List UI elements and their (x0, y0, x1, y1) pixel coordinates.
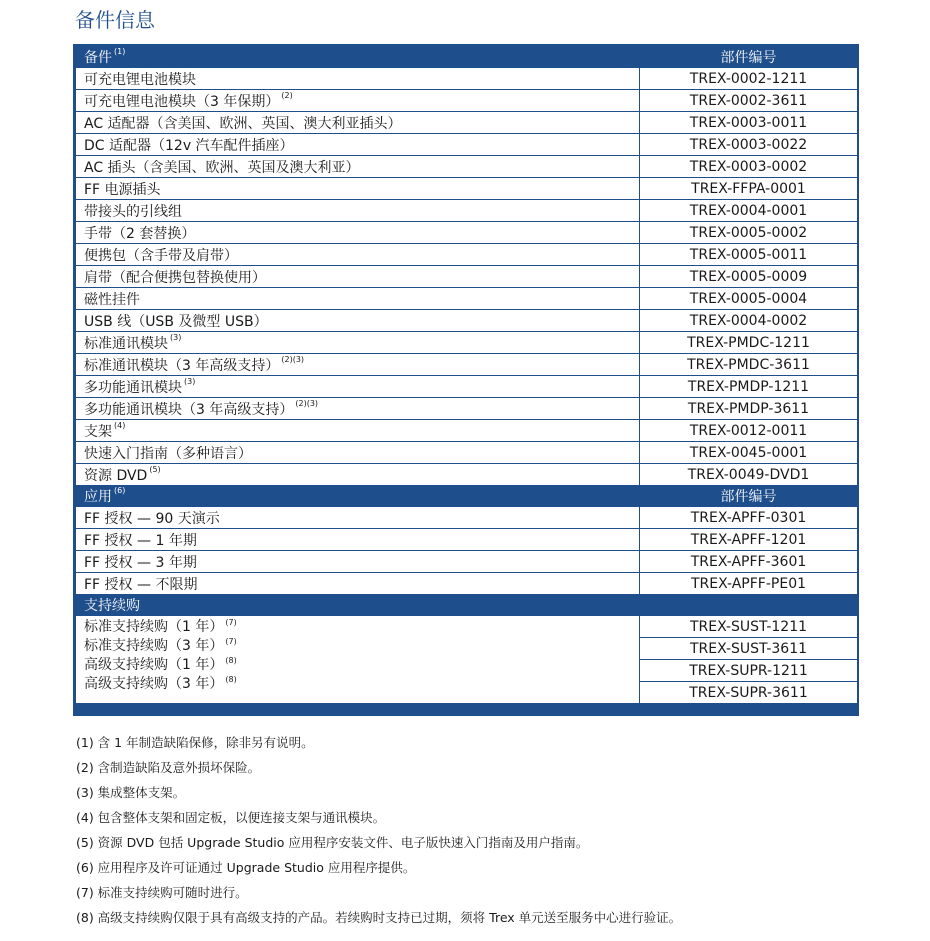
part-number: TREX-FFPA-0001 (640, 178, 858, 200)
table-row (76, 529, 858, 551)
part-number: TREX-PMDP-3611 (640, 398, 858, 420)
part-number: TREX-SUPR-3611 (640, 682, 858, 704)
item-name: 多功能通讯模块（3 年高级支持） (84, 401, 294, 418)
support-header (76, 595, 640, 616)
footnote-ref: (4) (114, 420, 126, 430)
support-header-row (76, 595, 858, 616)
table-row (76, 464, 858, 486)
footnote-ref: (7) (225, 637, 237, 646)
table-row (76, 200, 858, 222)
item-name: 可充电锂电池模块（3 年保期） (84, 93, 280, 110)
table-row (76, 68, 858, 90)
support-item (84, 675, 639, 694)
item-name: 肩带（配合便携包替换使用） (84, 269, 266, 286)
item-name-cell (76, 464, 640, 486)
applications-header-label: 应用 (84, 489, 112, 505)
item-name: 标准支持续购（1 年） (84, 619, 224, 635)
item-name-cell (76, 310, 640, 332)
item-name: DC 适配器（12v 汽车配件插座） (84, 137, 294, 154)
footnotes (76, 735, 896, 935)
part-number: TREX-0045-0001 (640, 442, 858, 464)
item-name: 可充电锂电池模块 (84, 71, 196, 88)
footnote: (6) 应用程序及许可证通过 Upgrade Studio 应用程序提供。 (76, 860, 416, 875)
item-name: 便携包（含手带及肩带） (84, 247, 238, 264)
item-name-cell (76, 112, 640, 134)
item-name-cell (76, 376, 640, 398)
table-row (76, 332, 858, 354)
support-item (84, 618, 639, 637)
table-row (76, 616, 858, 638)
applications-header (76, 486, 640, 507)
support-header-label: 支持续购 (84, 598, 140, 614)
item-name-cell (76, 398, 640, 420)
item-name: 标准通讯模块（3 年高级支持） (84, 357, 280, 374)
item-name-cell (76, 178, 640, 200)
item-name-cell (76, 442, 640, 464)
table-row (76, 507, 858, 529)
footnote-ref: (2)(3) (281, 354, 305, 364)
footnote: (2) 含制造缺陷及意外损坏保险。 (76, 760, 261, 775)
item-name-cell (76, 68, 640, 90)
footnote-ref: (3) (170, 332, 182, 342)
item-name: 磁性挂件 (84, 291, 140, 308)
table-row (76, 376, 858, 398)
footnote-ref: (1) (114, 47, 126, 56)
table-row (76, 420, 858, 442)
part-number: TREX-PMDC-1211 (640, 332, 858, 354)
footnote-ref: (6) (114, 486, 126, 495)
item-name: 手带（2 套替换） (84, 225, 196, 242)
footnote: (8) 高级支持续购仅限于具有高级支持的产品。若续购时支持已过期，须将 Trex 单元送至服务中心进行验证。 (76, 910, 682, 925)
support-part-header (640, 595, 858, 616)
table-row (76, 178, 858, 200)
item-name-cell (76, 551, 640, 573)
footnote-ref: (5) (149, 464, 161, 474)
footnote-ref: (2)(3) (295, 398, 319, 408)
footnote: (5) 资源 DVD 包括 Upgrade Studio 应用程序安装文件、电子版快速入门指南及用户指南。 (76, 835, 589, 850)
item-name-cell (76, 244, 640, 266)
page-title: 备件信息 (75, 8, 155, 32)
accessories-header-row (76, 47, 858, 68)
table-row (76, 551, 858, 573)
table-row (76, 266, 858, 288)
part-number: TREX-SUPR-1211 (640, 660, 858, 682)
footnote-ref: (7) (225, 618, 237, 627)
item-name: 高级支持续购（1 年） (84, 657, 224, 673)
footnote: (4) 包含整体支架和固定板，以便连接支架与通讯模块。 (76, 810, 386, 825)
part-number: TREX-0002-3611 (640, 90, 858, 112)
part-number: TREX-0002-1211 (640, 68, 858, 90)
item-name-cell (76, 507, 640, 529)
table-row (76, 310, 858, 332)
part-number: TREX-SUST-3611 (640, 638, 858, 660)
table-row (76, 442, 858, 464)
item-name: 支架 (84, 423, 112, 440)
part-number: TREX-0003-0002 (640, 156, 858, 178)
item-name-cell (76, 200, 640, 222)
part-number: TREX-0005-0011 (640, 244, 858, 266)
item-name: AC 适配器（含美国、欧洲、英国、澳大利亚插头） (84, 115, 402, 132)
item-name-cell (76, 420, 640, 442)
item-name: FF 授权 — 不限期 (84, 576, 198, 593)
item-name: FF 授权 — 3 年期 (84, 554, 197, 571)
item-name: 资源 DVD (84, 467, 148, 484)
table-row (76, 354, 858, 376)
item-name: FF 授权 — 1 年期 (84, 532, 197, 549)
footnote: (7) 标准支持续购可随时进行。 (76, 885, 248, 900)
table-row (76, 244, 858, 266)
item-name-cell (76, 222, 640, 244)
part-number: TREX-APFF-PE01 (640, 573, 858, 595)
part-number: TREX-APFF-1201 (640, 529, 858, 551)
part-number: TREX-PMDP-1211 (640, 376, 858, 398)
footnote-ref: (8) (225, 675, 237, 684)
part-number: TREX-APFF-3601 (640, 551, 858, 573)
table-row (76, 134, 858, 156)
footnote-ref: (2) (281, 90, 293, 100)
item-name-cell (76, 573, 640, 595)
accessories-header-label: 备件 (84, 50, 112, 66)
item-name-cell (76, 156, 640, 178)
footnote: (3) 集成整体支架。 (76, 785, 186, 800)
part-number: TREX-0003-0022 (640, 134, 858, 156)
part-number: TREX-0004-0002 (640, 310, 858, 332)
item-name: 高级支持续购（3 年） (84, 676, 224, 692)
part-number: TREX-0005-0009 (640, 266, 858, 288)
table-row (76, 222, 858, 244)
item-name: USB 线（USB 及微型 USB） (84, 313, 268, 330)
table-row (76, 573, 858, 595)
item-name: 标准支持续购（3 年） (84, 638, 224, 654)
item-name-cell (76, 266, 640, 288)
part-number: TREX-0005-0002 (640, 222, 858, 244)
part-number: TREX-PMDC-3611 (640, 354, 858, 376)
table-row (76, 288, 858, 310)
part-number: TREX-0004-0001 (640, 200, 858, 222)
item-name-cell (76, 288, 640, 310)
item-name: 多功能通讯模块 (84, 379, 182, 396)
footnote: (1) 含 1 年制造缺陷保修，除非另有说明。 (76, 735, 314, 750)
parts-table-frame (73, 44, 859, 716)
part-number: TREX-0012-0011 (640, 420, 858, 442)
footnote-ref: (8) (225, 656, 237, 665)
part-number: TREX-0049-DVD1 (640, 464, 858, 486)
table-row (76, 90, 858, 112)
table-row (76, 156, 858, 178)
item-name: 带接头的引线组 (84, 203, 182, 220)
table-row (76, 112, 858, 134)
item-name-cell (76, 354, 640, 376)
part-number: TREX-0005-0004 (640, 288, 858, 310)
applications-header-row (76, 486, 858, 507)
table-row (76, 398, 858, 420)
item-name: 标准通讯模块 (84, 335, 168, 352)
item-name-cell (76, 529, 640, 551)
footnote-ref: (3) (184, 376, 196, 386)
part-number: TREX-0003-0011 (640, 112, 858, 134)
support-item (84, 656, 639, 675)
item-name: 快速入门指南（多种语言） (84, 445, 252, 462)
parts-table (75, 46, 858, 704)
accessories-header (76, 47, 640, 68)
applications-part-header: 部件编号 (640, 486, 858, 507)
part-number: TREX-APFF-0301 (640, 507, 858, 529)
item-name: FF 授权 — 90 天演示 (84, 510, 220, 527)
item-name-cell (76, 90, 640, 112)
support-item (84, 637, 639, 656)
accessories-part-header: 部件编号 (640, 47, 858, 68)
support-names-cell (76, 616, 640, 704)
item-name: FF 电源插头 (84, 181, 161, 198)
item-name: AC 插头（含美国、欧洲、英国及澳大利亚） (84, 159, 360, 176)
part-number: TREX-SUST-1211 (640, 616, 858, 638)
item-name-cell (76, 332, 640, 354)
item-name-cell (76, 134, 640, 156)
